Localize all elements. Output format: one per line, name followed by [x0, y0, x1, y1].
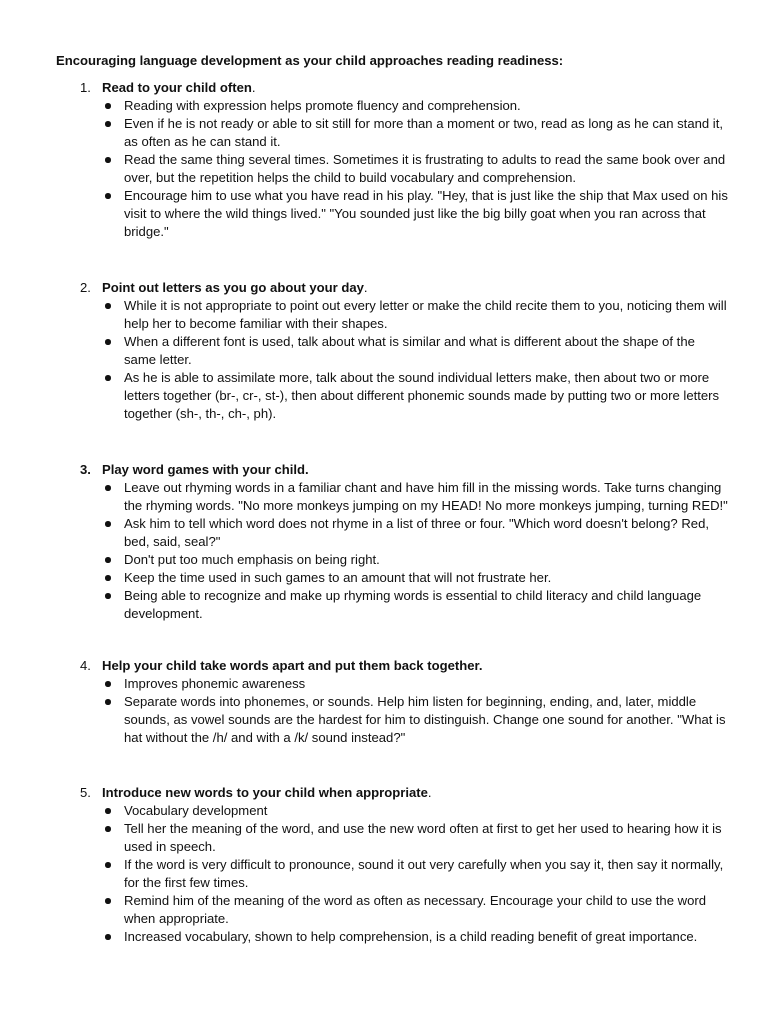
section-heading: Introduce new words to your child when appropriate [102, 785, 428, 800]
bullet-list [0, 97, 768, 241]
heading-punctuation: . [427, 785, 432, 800]
list-item: Tell her the meaning of the word, and use the new word often at first to get her used to hearing how it is used in speech. [0, 820, 768, 856]
section-heading: Point out letters as you go about your day [102, 280, 364, 295]
section-heading: Help your child take words apart and put them back together. [102, 658, 483, 673]
list-item: While it is not appropriate to point out every letter or make the child recite them to you, noticing them will help her to become familiar with their shapes. [0, 297, 768, 333]
section-number: 3. [80, 462, 91, 477]
list-item: Improves phonemic awareness [0, 675, 768, 693]
section-number: 2. [80, 280, 91, 295]
list-item: Remind him of the meaning of the word as often as necessary. Encourage your child to use the word when appropriate. [0, 892, 768, 928]
list-item: Don't put too much emphasis on being right. [0, 551, 768, 569]
list-item: When a different font is used, talk about what is similar and what is different about the shape of the same letter. [0, 333, 768, 369]
list-item: Leave out rhyming words in a familiar chant and have him fill in the missing words. Take turns changing the rhyming words. "No more monkeys jumping on my HEAD! No more monkeys jumping, turning RED!" [0, 479, 768, 515]
list-item: Vocabulary development [0, 802, 768, 820]
list-item: Read the same thing several times. Sometimes it is frustrating to adults to read the same book over and over, but the repetition helps the child to build vocabulary and comprehension. [0, 151, 768, 187]
list-item: Ask him to tell which word does not rhyme in a list of three or four. "Which word doesn't belong? Red, bed, said, seal?" [0, 515, 768, 551]
list-item: If the word is very difficult to pronounce, sound it out very carefully when you say it, then say it normally, for the first few times. [0, 856, 768, 892]
bullet-list [0, 675, 768, 747]
list-item: Even if he is not ready or able to sit still for more than a moment or two, read as long as he can stand it, as often as he can stand it. [0, 115, 768, 151]
heading-punctuation: . [251, 80, 256, 95]
list-item: Increased vocabulary, shown to help comprehension, is a child reading benefit of great importance. [0, 928, 768, 946]
section-number: 4. [80, 658, 91, 673]
list-item: Encourage him to use what you have read in his play. "Hey, that is just like the ship that Max used on his visit to where the wild things lived." "You sounded just like the big billy goat when you ran across that bridge." [0, 187, 768, 241]
section-number: 1. [80, 80, 91, 95]
heading-punctuation: . [363, 280, 368, 295]
document-title: Encouraging language development as your child approaches reading readiness: [56, 53, 564, 68]
list-item: As he is able to assimilate more, talk about the sound individual letters make, then about two or more letters together (br-, cr-, st-), then about different phonemic sounds made by putting two or more letters together (sh-, th-, ch-, ph). [0, 369, 768, 423]
section-heading: Play word games with your child. [102, 462, 309, 477]
bullet-list [0, 297, 768, 423]
list-item: Separate words into phonemes, or sounds. Help him listen for beginning, ending, and, later, middle sounds, as vowel sounds are the hardest for him to distinguish. Change one sound for another. "What is hat without the /h/ and with a /k/ sound instead?" [0, 693, 768, 747]
list-item: Reading with expression helps promote fluency and comprehension. [0, 97, 768, 115]
bullet-list [0, 802, 768, 946]
bullet-list [0, 479, 768, 623]
list-item: Keep the time used in such games to an amount that will not frustrate her. [0, 569, 768, 587]
list-item: Being able to recognize and make up rhyming words is essential to child literacy and child language development. [0, 587, 768, 623]
section-number: 5. [80, 785, 91, 800]
section-heading: Read to your child often [102, 80, 252, 95]
